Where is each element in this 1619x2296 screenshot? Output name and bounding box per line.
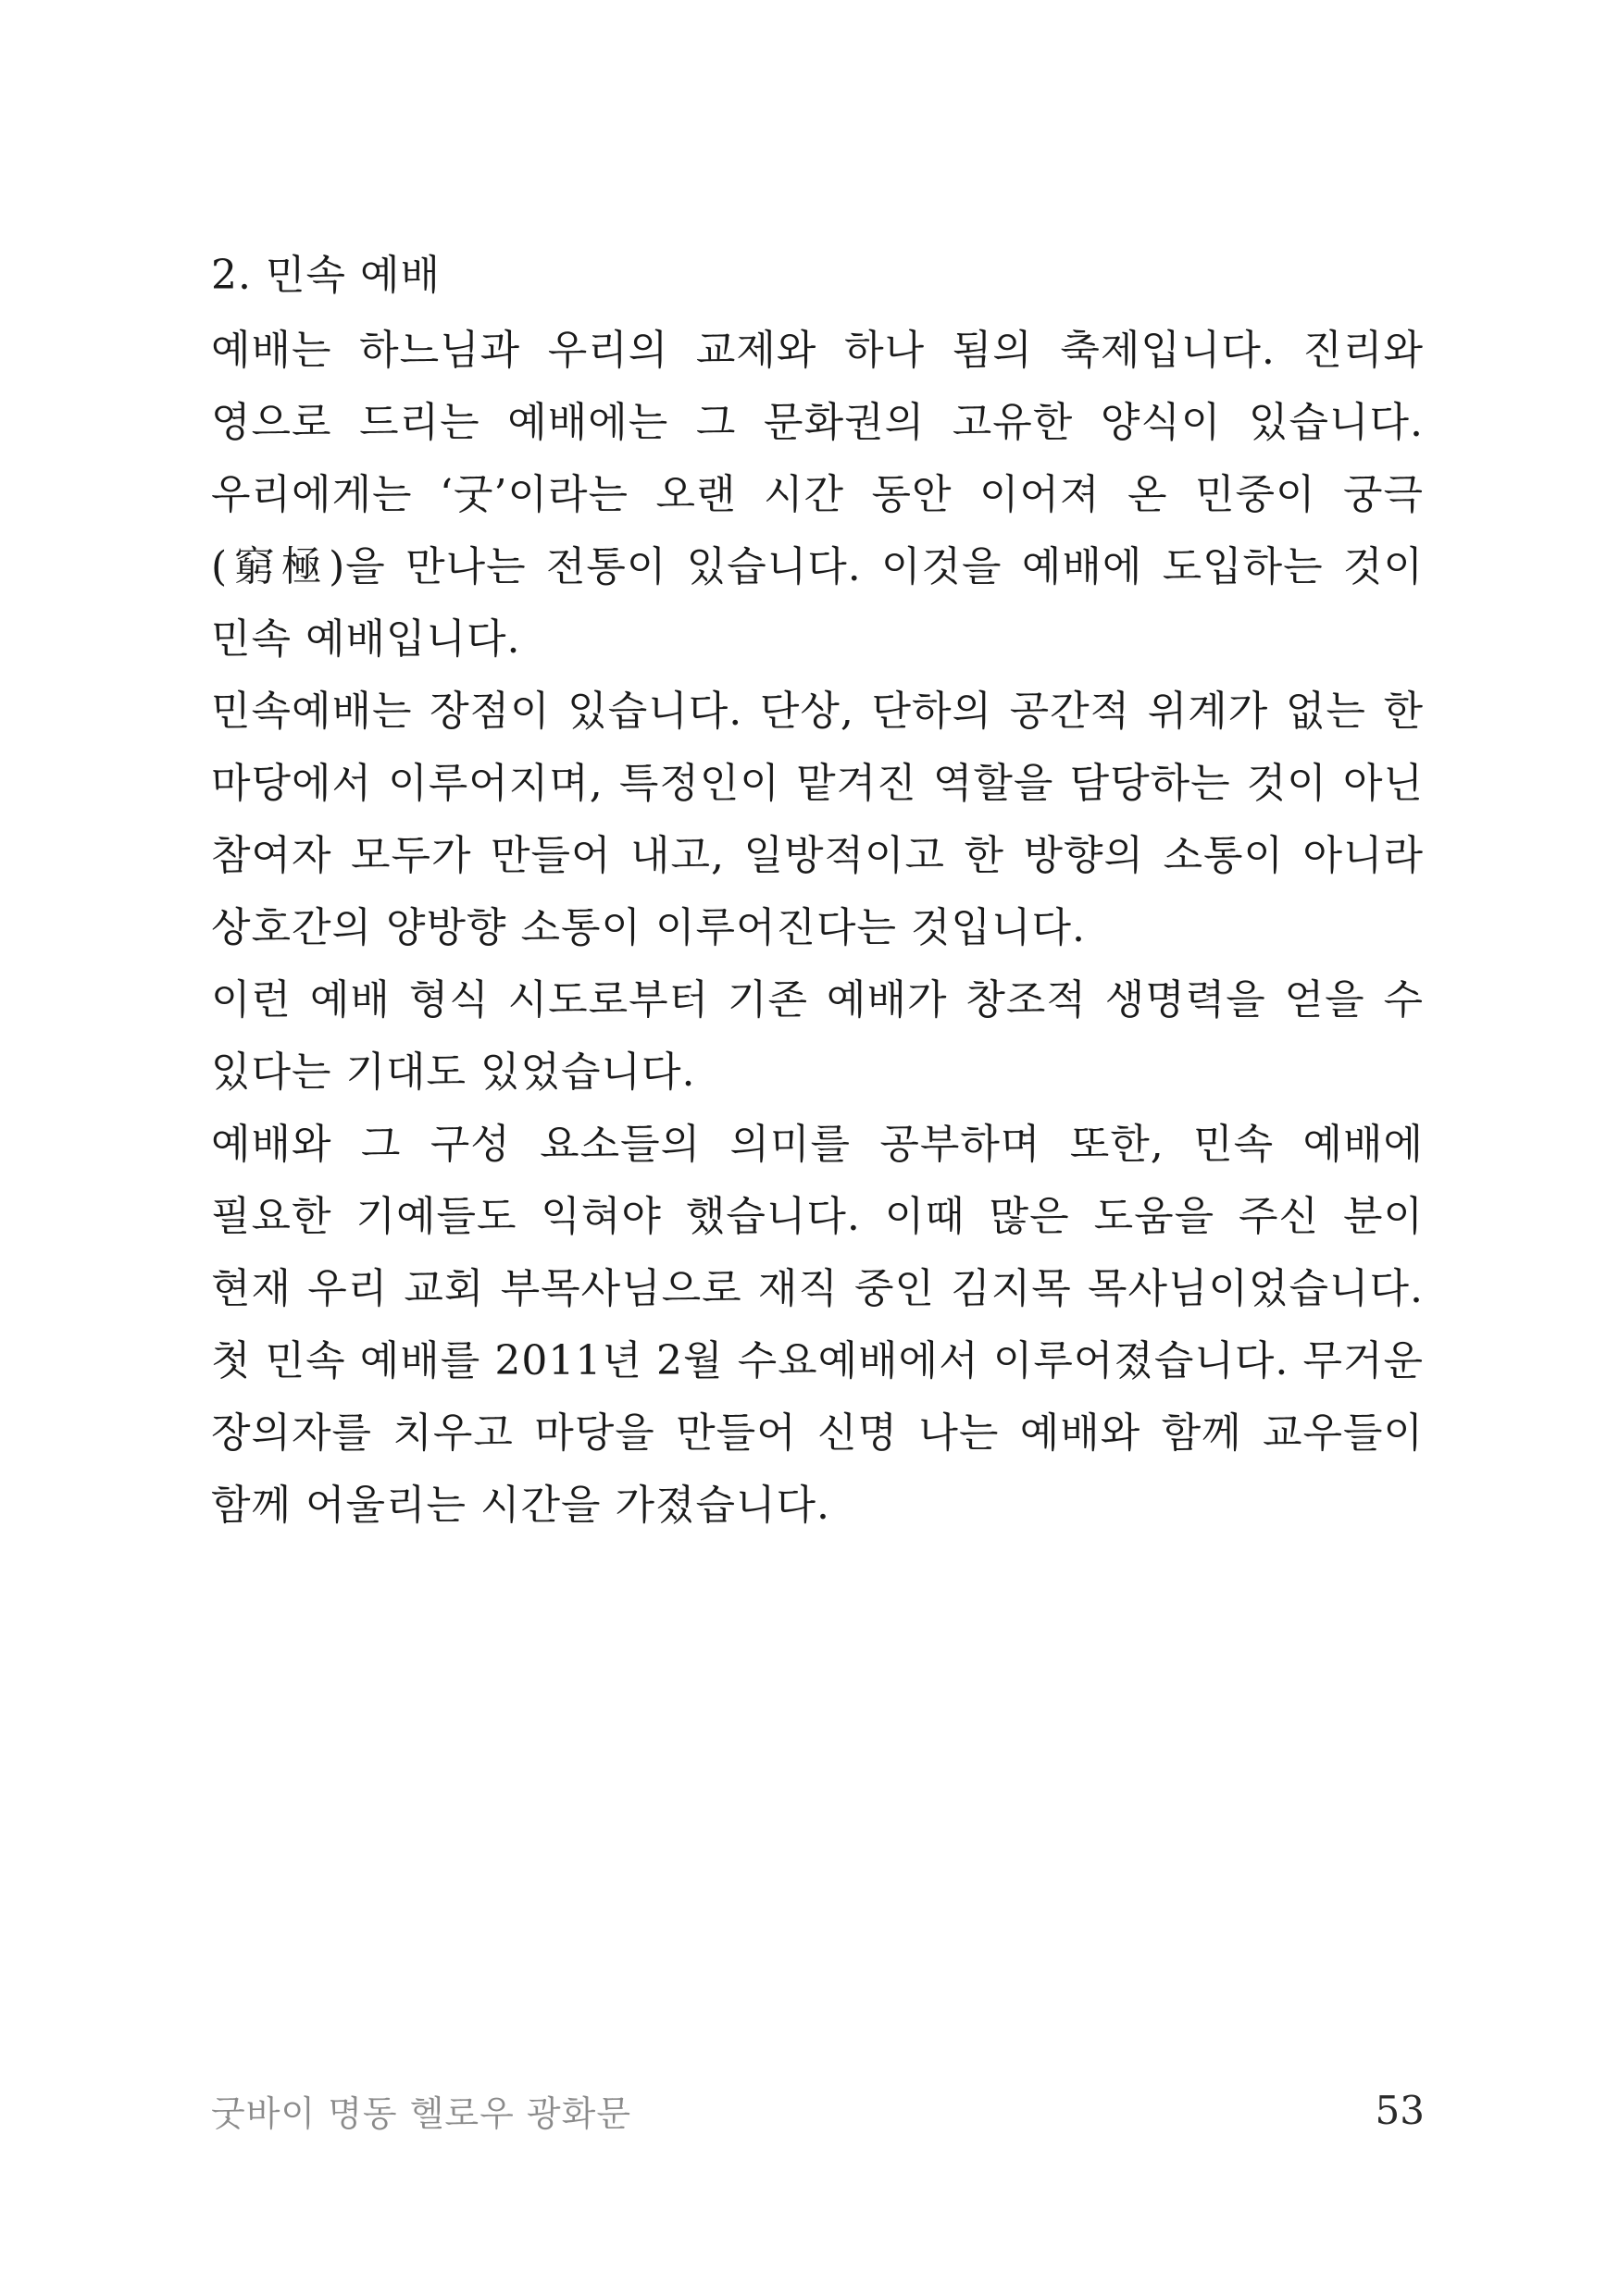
paragraph-first-folk-worship: 예배와 그 구성 요소들의 의미를 공부하며 또한, 민속 예배에 필요한 기예들도 익혀야 했습니다. 이때 많은 도움을 주신 분이 현재 우리 교회 부목사님으로 재직 중인 김지목 목사님이었습니다. 첫 민속 예배를 2011년 2월 수요예배에서 이루어졌습니다. 무거운 장의자를 치우고 마당을 만들어 신명 나는 예배와 함께 교우들이 함께 어울리는 시간을 가졌습니다. [211, 1121, 1424, 1529]
running-book-title: 굿바이 명동 헬로우 광화문 [211, 2092, 632, 2134]
paragraph-folk-worship-strengths: 민속예배는 장점이 있습니다. 단상, 단하의 공간적 위계가 없는 한 마당에서 이루어지며, 특정인이 맡겨진 역할을 담당하는 것이 아닌 참여자 모두가 만들어 내고, 일방적이고 한 방향의 소통이 아니라 상호간의 양방향 소통이 이루어진다는 것입니다. [211, 688, 1424, 951]
section-heading: 2. 민속 예배 [211, 252, 441, 299]
section-content [211, 242, 1424, 1542]
paragraph-worship-intro: 예배는 하느님과 우리의 교제와 하나 됨의 축제입니다. 진리와 영으로 드리는 예배에는 그 문화권의 고유한 양식이 있습니다. 우리에게는 ‘굿’이라는 오랜 시간 동안 이어져 온 민중이 궁극(窮極)을 만나는 전통이 있습니다. 이것을 예배에 도입하는 것이 민속 예배입니다. [211, 327, 1424, 663]
paragraph-expectation: 이런 예배 형식 시도로부터 기존 예배가 창조적 생명력을 얻을 수 있다는 기대도 있었습니다. [211, 976, 1424, 1096]
page-number: 53 [1375, 2087, 1425, 2133]
page-footer [211, 2082, 1425, 2138]
